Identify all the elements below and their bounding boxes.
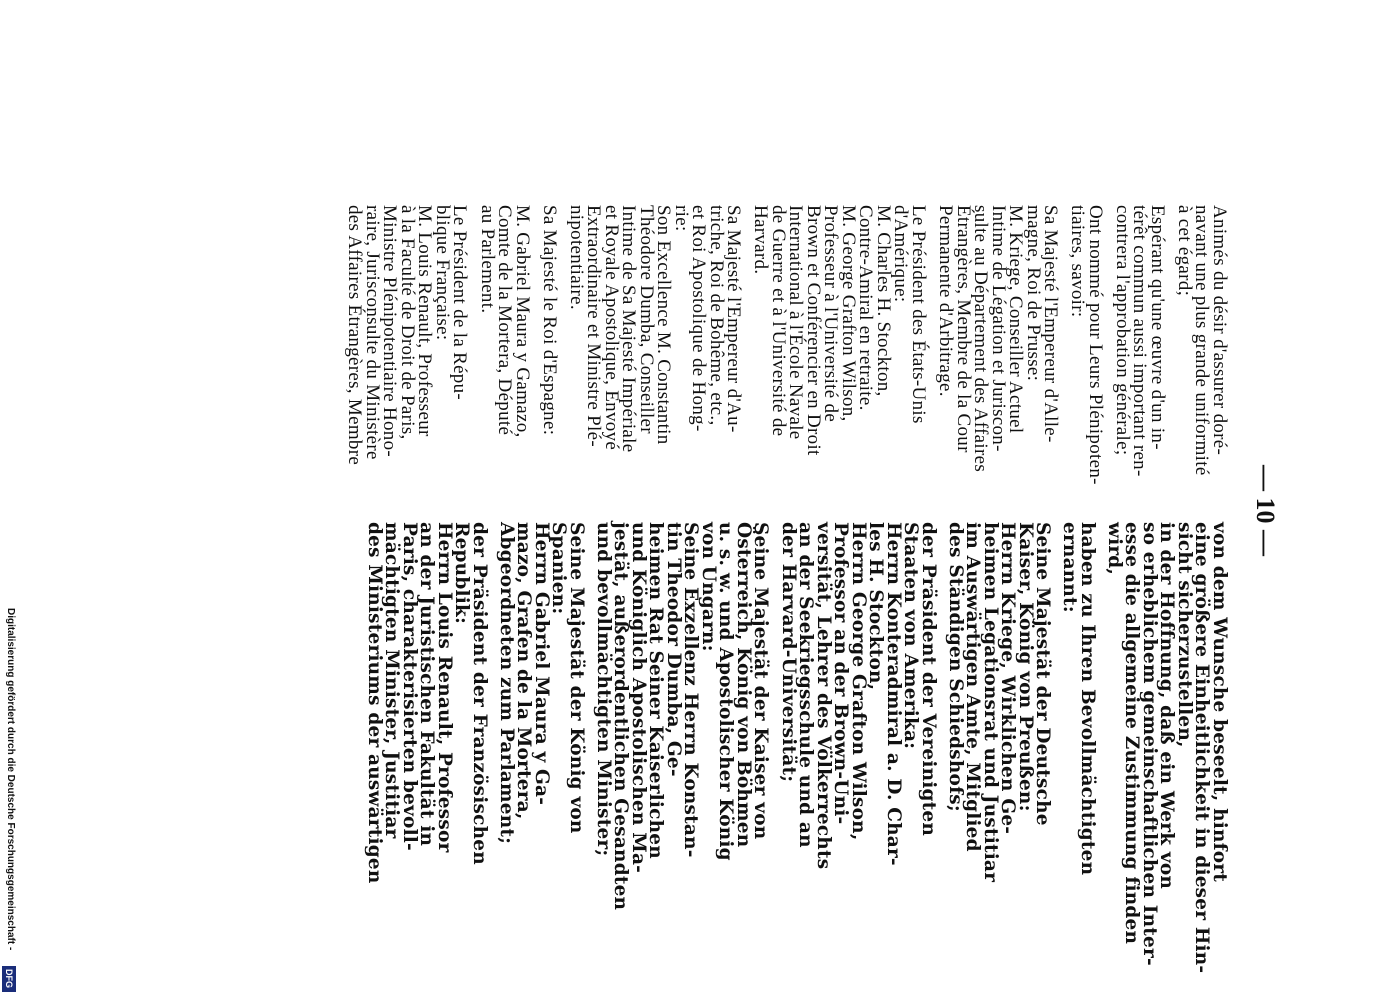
text-line: à la Faculté de Droit de Paris, bbox=[397, 205, 418, 440]
text-line: Espérant qu'une œuvre d'un in- bbox=[1146, 205, 1168, 450]
text-line: u. s. w. und Apostolischer König bbox=[715, 522, 737, 861]
digitization-sidebar bbox=[2, 0, 16, 1000]
text-line: esse die allgemeine Zustimmung finden bbox=[1121, 522, 1143, 945]
text-line: Professeur à l'Université de bbox=[820, 205, 842, 423]
text-line: Intime de Légation et Juriscon- bbox=[987, 205, 1009, 452]
text-line: der Harvard-Universität; bbox=[777, 522, 799, 783]
text-line: Staaten von Amerika: bbox=[900, 522, 922, 750]
text-line: au Parlement. bbox=[476, 205, 498, 314]
text-line: blique Française: bbox=[432, 205, 453, 341]
text-line: so erheblichem gemeinschaftlichen Inter- bbox=[1139, 522, 1160, 966]
text-line: d'Amérique: bbox=[890, 205, 912, 303]
text-line: térêt commun aussi important ren- bbox=[1129, 205, 1151, 477]
text-line: mächtigten Minister, Justitiar bbox=[381, 522, 403, 839]
text-line: Herrn Kriege, Wirklichen Ge- bbox=[997, 522, 1019, 835]
text-line: M. Gabriel Maura y Gamazo, bbox=[511, 205, 533, 438]
text-line: und Königlich Apostolischen Ma- bbox=[628, 522, 649, 874]
text-line: tiaires, savoir: bbox=[1067, 205, 1089, 318]
text-line: Le Président des États-Unis bbox=[908, 205, 929, 424]
text-line: des Ministeriums der auswärtigen bbox=[363, 522, 385, 884]
text-line: sicht sicherzustellen, bbox=[1174, 522, 1195, 748]
text-line: Intime de Sa Majesté Impériale bbox=[618, 205, 640, 453]
text-line: Sa Majesté l'Empereur d'Au- bbox=[723, 205, 745, 433]
text-line: Professor an der Brown-Uni- bbox=[830, 522, 852, 825]
text-line: der Präsident der Vereinigten bbox=[917, 522, 939, 836]
text-line: an der Seekriegsschule und an bbox=[795, 522, 817, 848]
text-line: eine größere Einheitlichkeit in dieser Hin- bbox=[1191, 522, 1213, 974]
text-line: de Guerre et à l'Université de bbox=[768, 205, 789, 437]
text-line: contrera l'approbation générale; bbox=[1111, 205, 1133, 456]
text-line: Kaiser, König von Preußen: bbox=[1014, 522, 1036, 812]
dfg-logo-text: DFG bbox=[4, 969, 14, 988]
text-line: M. Charles H. Stockton, bbox=[873, 205, 894, 397]
text-line: et Roi Apostolique de Hong- bbox=[688, 205, 710, 432]
text-line: M. Kriege, Conseiller Actuel bbox=[1005, 205, 1027, 434]
text-line: navant une plus grande uniformité bbox=[1191, 205, 1213, 476]
digitization-credit: Digitalisierung gefördert durch die Deutsche Forschungsgemeinschaft - bbox=[5, 608, 16, 951]
text-line: Republik: bbox=[451, 522, 473, 624]
page-number: — 10 — bbox=[1251, 465, 1280, 556]
dfg-logo bbox=[2, 966, 16, 992]
text-line: der Präsident der Französischen bbox=[468, 522, 490, 865]
text-line: des Affaires Étrangères, Membre bbox=[344, 205, 366, 466]
text-line: im Auswärtigen Amte, Mitglied bbox=[962, 522, 984, 852]
text-line: Ont nommé pour Leurs Plénipoten- bbox=[1084, 205, 1106, 485]
text-line: Österreich, König von Böhmen bbox=[733, 522, 754, 848]
text-line: magne, Roi de Prusse: bbox=[1022, 205, 1044, 382]
text-line: von dem Wunsche beseelt, hinfort bbox=[1209, 522, 1230, 883]
text-line: von Ungarn: bbox=[698, 522, 719, 652]
text-line: wird, bbox=[1104, 522, 1125, 576]
text-line: M. Louis Renault, Professeur bbox=[414, 205, 436, 437]
text-line: Brown et Conférencier en Droit bbox=[803, 205, 824, 456]
text-line: Herrn Louis Renault, Professor bbox=[433, 522, 455, 853]
text-line: les H. Stockton, bbox=[865, 522, 887, 691]
text-line: rie: bbox=[670, 205, 692, 232]
text-line: Sa Majesté l'Empereur d'Alle- bbox=[1040, 205, 1062, 443]
text-line: ernannt: bbox=[1059, 522, 1081, 613]
text-line: Herrn Gabriel Maura y Ga- bbox=[530, 522, 552, 806]
text-line: Harvard. bbox=[750, 205, 772, 275]
text-line: Son Excellence M. Constantin bbox=[653, 205, 675, 445]
text-line: Animés du désir d'assurer doré- bbox=[1209, 205, 1230, 456]
text-line: jestät, außerordentlichen Gesandten bbox=[610, 522, 632, 911]
text-line: versität, Lehrer des Völkerrechts bbox=[812, 522, 834, 870]
text-line: mazo, Grafen de la Mortera, bbox=[513, 522, 535, 820]
text-line: an der Juristischen Fakultät in bbox=[416, 522, 438, 847]
text-line: in der Hoffnung, daß ein Werk von bbox=[1156, 522, 1178, 890]
text-line: Paris, charakterisierten bevoll- bbox=[398, 522, 420, 851]
text-line: Le Président de la Répu- bbox=[449, 205, 471, 401]
text-line: haben zu Ihren Bevollmächtigten bbox=[1076, 522, 1098, 876]
text-line: triche, Roi de Bohême, etc., bbox=[705, 205, 727, 426]
text-line: Permanente d'Arbitrage. bbox=[935, 205, 957, 397]
text-line: Étrangères, Membre de la Cour bbox=[952, 205, 974, 453]
text-line: Herrn George Grafton Wilson, bbox=[847, 522, 869, 841]
text-line: heimen Rat Seiner Kaiserlichen bbox=[645, 522, 667, 859]
text-line: Extraordinaire et Ministre Plé- bbox=[583, 205, 605, 447]
text-line: Comte de la Mortera, Député bbox=[494, 205, 516, 436]
text-line: à cet égard; bbox=[1174, 205, 1195, 297]
text-line: Herrn Konteradmiral a. D. Char- bbox=[882, 522, 904, 866]
text-line: Seine Exzellenz Herrn Konstan- bbox=[680, 522, 702, 858]
text-line: Théodore Dumba, Conseiller bbox=[635, 205, 657, 434]
text-line: Ministre Plénipotentiaire Hono- bbox=[379, 205, 401, 458]
text-line: heimen Legationsrat und Justitiar bbox=[979, 522, 1001, 883]
text-line: und bevollmächtigten Minister; bbox=[593, 522, 614, 857]
text-line: Abgeordneten zum Parlament; bbox=[495, 522, 517, 845]
text-line: Seine Majestät der Deutsche bbox=[1032, 522, 1054, 826]
text-line: International à l'École Navale bbox=[785, 205, 807, 440]
text-line: Spanien: bbox=[548, 522, 570, 615]
text-line: Seine Majestät der Kaiser von bbox=[750, 522, 772, 840]
text-line: nipotentiaire. bbox=[565, 205, 587, 310]
text-line: tin Theodor Dumba, Ge- bbox=[663, 522, 684, 777]
text-line: Sa Majesté le Roi d'Espagne: bbox=[538, 205, 560, 436]
text-line: et Royale Apostolique, Envoyé bbox=[600, 205, 622, 451]
text-line: des Ständigen Schiedshofs; bbox=[944, 522, 966, 812]
text-line: Contre-Amiral en retraite. bbox=[855, 205, 877, 411]
text-line: raire, Jurisconsulte du Ministère bbox=[362, 205, 383, 460]
text-line: Seine Majestät der König von bbox=[565, 522, 587, 834]
text-line: sulte au Département des Affaires bbox=[970, 205, 992, 473]
text-line: M. George Grafton Wilson, bbox=[838, 205, 859, 422]
